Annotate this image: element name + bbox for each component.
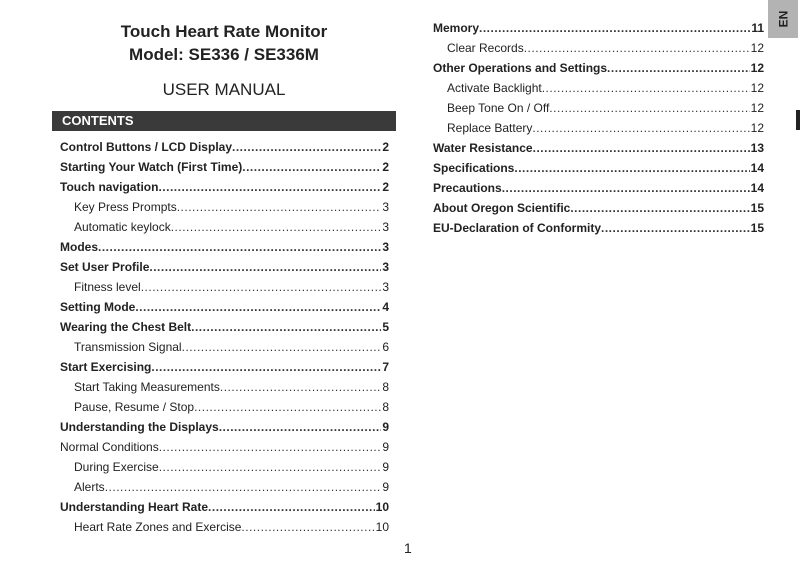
toc-entry-page: 14 [750,181,764,195]
toc-dot-leader [532,118,749,138]
toc-entry-label: Key Press Prompts [74,200,177,214]
toc-entry-page: 2 [382,160,389,174]
toc-dot-leader [149,257,381,277]
toc-dot-leader [479,18,750,38]
toc-entry-label: Understanding the Displays [60,420,219,434]
toc-entry[interactable] [433,98,764,118]
toc-dot-leader [191,317,381,337]
toc-entry-label: Fitness level [74,280,141,294]
toc-entry[interactable] [60,197,389,217]
toc-entry[interactable] [60,357,389,377]
toc-entry-label: Other Operations and Settings [433,61,608,75]
toc-dot-leader [141,277,382,297]
toc-dot-leader [151,357,381,377]
toc-entry-page: 11 [751,21,764,35]
toc-dot-leader [549,98,749,118]
toc-entry-page: 2 [382,140,389,154]
toc-entry-label: Transmission Signal [74,340,182,354]
toc-entry-label: Start Taking Measurements [74,380,220,394]
toc-entry[interactable] [433,58,764,78]
toc-entry-label: Set User Profile [60,260,150,274]
toc-dot-leader [601,218,750,238]
toc-dot-leader [177,197,382,217]
toc-entry-page: 10 [375,520,389,534]
toc-dot-leader [194,397,381,417]
language-tab [768,0,798,38]
toc-dot-leader [514,158,749,178]
toc-dot-leader [524,38,750,58]
toc-entry-label: Activate Backlight [447,81,542,95]
toc-entry[interactable] [60,377,389,397]
toc-entry[interactable] [60,237,389,257]
toc-entry-page: 4 [382,300,389,314]
toc-entry-page: 12 [750,121,764,135]
toc-entry-page: 3 [382,260,389,274]
toc-entry-page: 6 [382,340,389,354]
toc-dot-leader [158,177,381,197]
toc-entry[interactable] [60,257,389,277]
toc-entry-page: 3 [382,280,389,294]
toc-entry-label: Automatic keylock [74,220,171,234]
toc-entry-page: 5 [382,320,389,334]
toc-entry[interactable] [60,297,389,317]
toc-entry-page: 3 [382,220,389,234]
toc-entry-page: 2 [382,180,389,194]
toc-entry-label: Control Buttons / LCD Display [60,140,232,154]
toc-entry[interactable] [60,317,389,337]
toc-entry[interactable] [60,277,389,297]
toc-dot-leader [182,337,382,357]
toc-entry-page: 12 [750,101,764,115]
toc-dot-leader [542,78,750,98]
toc-entry[interactable] [433,178,764,198]
toc-entry[interactable] [60,497,389,517]
toc-entry[interactable] [60,217,389,237]
toc-dot-leader [219,417,382,437]
toc-entry-page: 12 [750,41,764,55]
manual-subtitle: USER MANUAL [162,80,286,99]
toc-entry[interactable] [433,218,764,238]
toc-entry[interactable] [433,158,764,178]
page-number: 1 [404,540,412,556]
toc-entry[interactable] [60,397,389,417]
toc-entry-label: Touch navigation [60,180,159,194]
toc-entry[interactable] [433,118,764,138]
toc-dot-leader [533,138,750,158]
toc-entry-label: Replace Battery [447,121,533,135]
toc-entry[interactable] [433,78,764,98]
toc-dot-leader [159,457,382,477]
toc-dot-leader [105,477,382,497]
toc-entry-label: Specifications [433,161,515,175]
toc-entry-page: 7 [382,360,389,374]
toc-dot-leader [135,297,381,317]
toc-entry[interactable] [60,517,389,537]
toc-entry-label: Starting Your Watch (First Time) [60,160,243,174]
toc-left-column [60,137,389,537]
toc-entry[interactable] [433,18,764,38]
manual-title-line1: Touch Heart Rate Monitor [120,22,328,41]
toc-entry-page: 9 [382,420,389,434]
toc-entry-page: 10 [375,500,389,514]
toc-dot-leader [232,137,381,157]
page-edge-marker [796,110,800,130]
toc-entry-page: 8 [382,380,389,394]
toc-entry-label: Water Resistance [433,141,533,155]
manual-title-line2: Model: SE336 / SE336M [129,45,319,64]
contents-heading: CONTENTS [52,111,396,131]
toc-entry-page: 3 [382,240,389,254]
toc-dot-leader [241,517,374,537]
toc-entry[interactable] [60,457,389,477]
toc-entry[interactable] [433,198,764,218]
toc-entry[interactable] [433,38,764,58]
toc-entry-page: 12 [750,81,764,95]
toc-entry[interactable] [60,417,389,437]
toc-entry-page: 9 [382,440,389,454]
toc-entry-label: Alerts [74,480,105,494]
toc-dot-leader [570,198,749,218]
toc-dot-leader [171,217,382,237]
toc-entry[interactable] [433,138,764,158]
toc-entry-label: Clear Records [447,41,524,55]
toc-entry-label: Normal Conditions [60,440,159,454]
toc-entry[interactable] [60,157,389,177]
toc-dot-leader [98,237,381,257]
toc-entry[interactable] [60,177,389,197]
toc-entry-page: 12 [750,61,764,75]
toc-entry-page: 3 [382,200,389,214]
toc-dot-leader [607,58,750,78]
toc-right-column [433,18,764,238]
toc-entry[interactable] [60,437,389,457]
toc-entry-label: During Exercise [74,460,159,474]
toc-entry-page: 14 [750,161,764,175]
toc-entry-page: 15 [750,221,764,235]
toc-entry-label: Start Exercising [60,360,152,374]
toc-entry-label: EU-Declaration of Conformity [433,221,602,235]
toc-dot-leader [502,178,750,198]
toc-entry[interactable] [60,337,389,357]
toc-entry-label: Precautions [433,181,502,195]
toc-entry-page: 9 [382,460,389,474]
toc-entry-label: Setting Mode [60,300,136,314]
toc-entry-label: Modes [60,240,99,254]
toc-entry-page: 8 [382,400,389,414]
toc-entry-page: 13 [750,141,764,155]
toc-entry[interactable] [60,137,389,157]
language-tab-label: EN [775,10,790,28]
toc-entry-label: Pause, Resume / Stop [74,400,195,414]
toc-entry-label: Heart Rate Zones and Exercise [74,520,242,534]
toc-entry[interactable] [60,477,389,497]
toc-entry-label: Wearing the Chest Belt [60,320,192,334]
toc-dot-leader [159,437,382,457]
toc-entry-label: Memory [433,21,480,35]
toc-dot-leader [242,157,381,177]
toc-entry-label: Beep Tone On / Off [447,101,550,115]
toc-entry-label: About Oregon Scientific [433,201,571,215]
toc-dot-leader [220,377,381,397]
toc-entry-page: 15 [750,201,764,215]
toc-entry-page: 9 [382,480,389,494]
toc-entry-label: Understanding Heart Rate [60,500,209,514]
toc-dot-leader [208,497,375,517]
